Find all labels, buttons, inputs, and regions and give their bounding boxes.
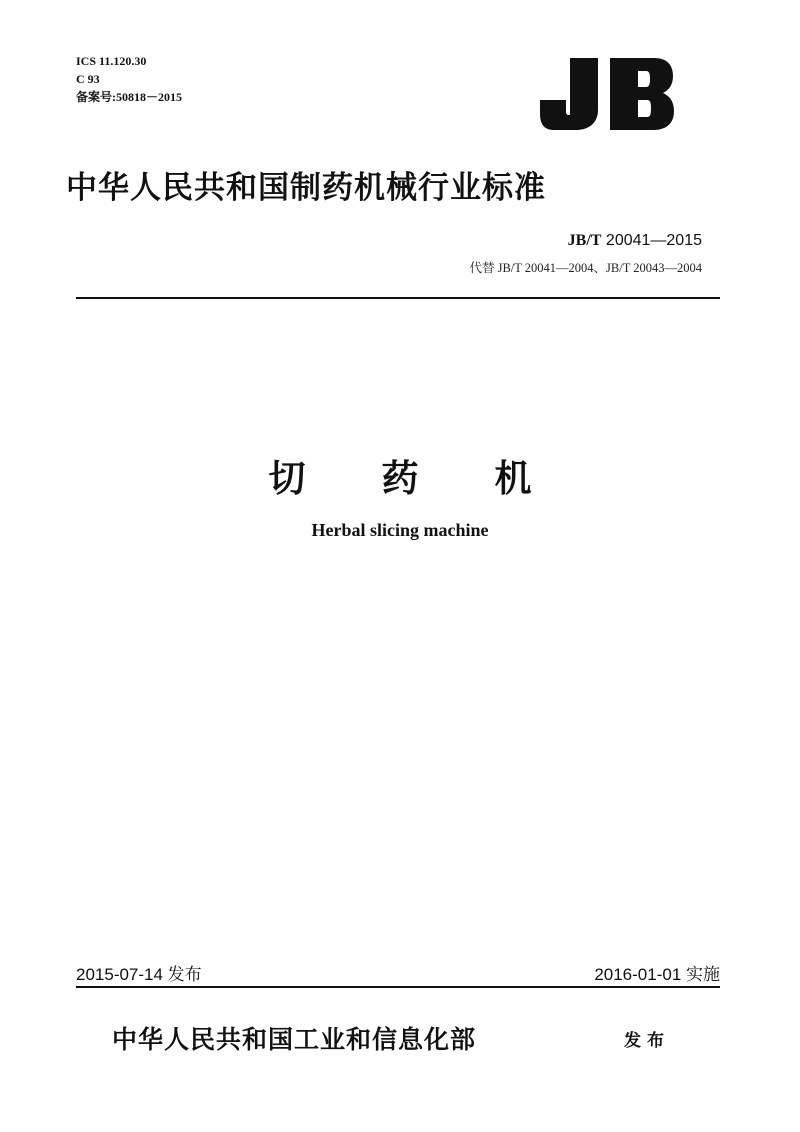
record-number: 备案号:50818－2015: [76, 90, 182, 104]
implementation-date: 2016-01-01 实施: [594, 965, 720, 984]
standard-number: [568, 232, 702, 250]
ics-code: ICS 11.120.30: [76, 54, 147, 68]
top-divider: [76, 297, 720, 299]
issuer-suffix: 发布: [624, 1031, 670, 1051]
bottom-divider: [76, 986, 720, 988]
document-title: [0, 448, 800, 502]
ccs-code: C 93: [76, 72, 100, 86]
industry-standard-title: 中华人民共和国制药机械行业标准: [66, 170, 546, 206]
jb-logo-icon: [540, 58, 674, 130]
title-char: 药: [381, 457, 419, 500]
title-char: 机: [494, 457, 532, 500]
classification-block: [76, 52, 182, 106]
issue-date: 2015-07-14 发布: [76, 965, 202, 984]
english-title: Herbal slicing machine: [311, 520, 489, 540]
issuing-authority: 中华人民共和国工业和信息化部: [112, 1025, 477, 1054]
title-char: 切: [268, 457, 306, 500]
standard-prefix: JB/T: [567, 232, 602, 249]
replaces-note: 代替 JB/T 20041—2004、JB/T 20043—2004: [469, 261, 702, 275]
standard-code: 20041—2015: [601, 232, 702, 249]
